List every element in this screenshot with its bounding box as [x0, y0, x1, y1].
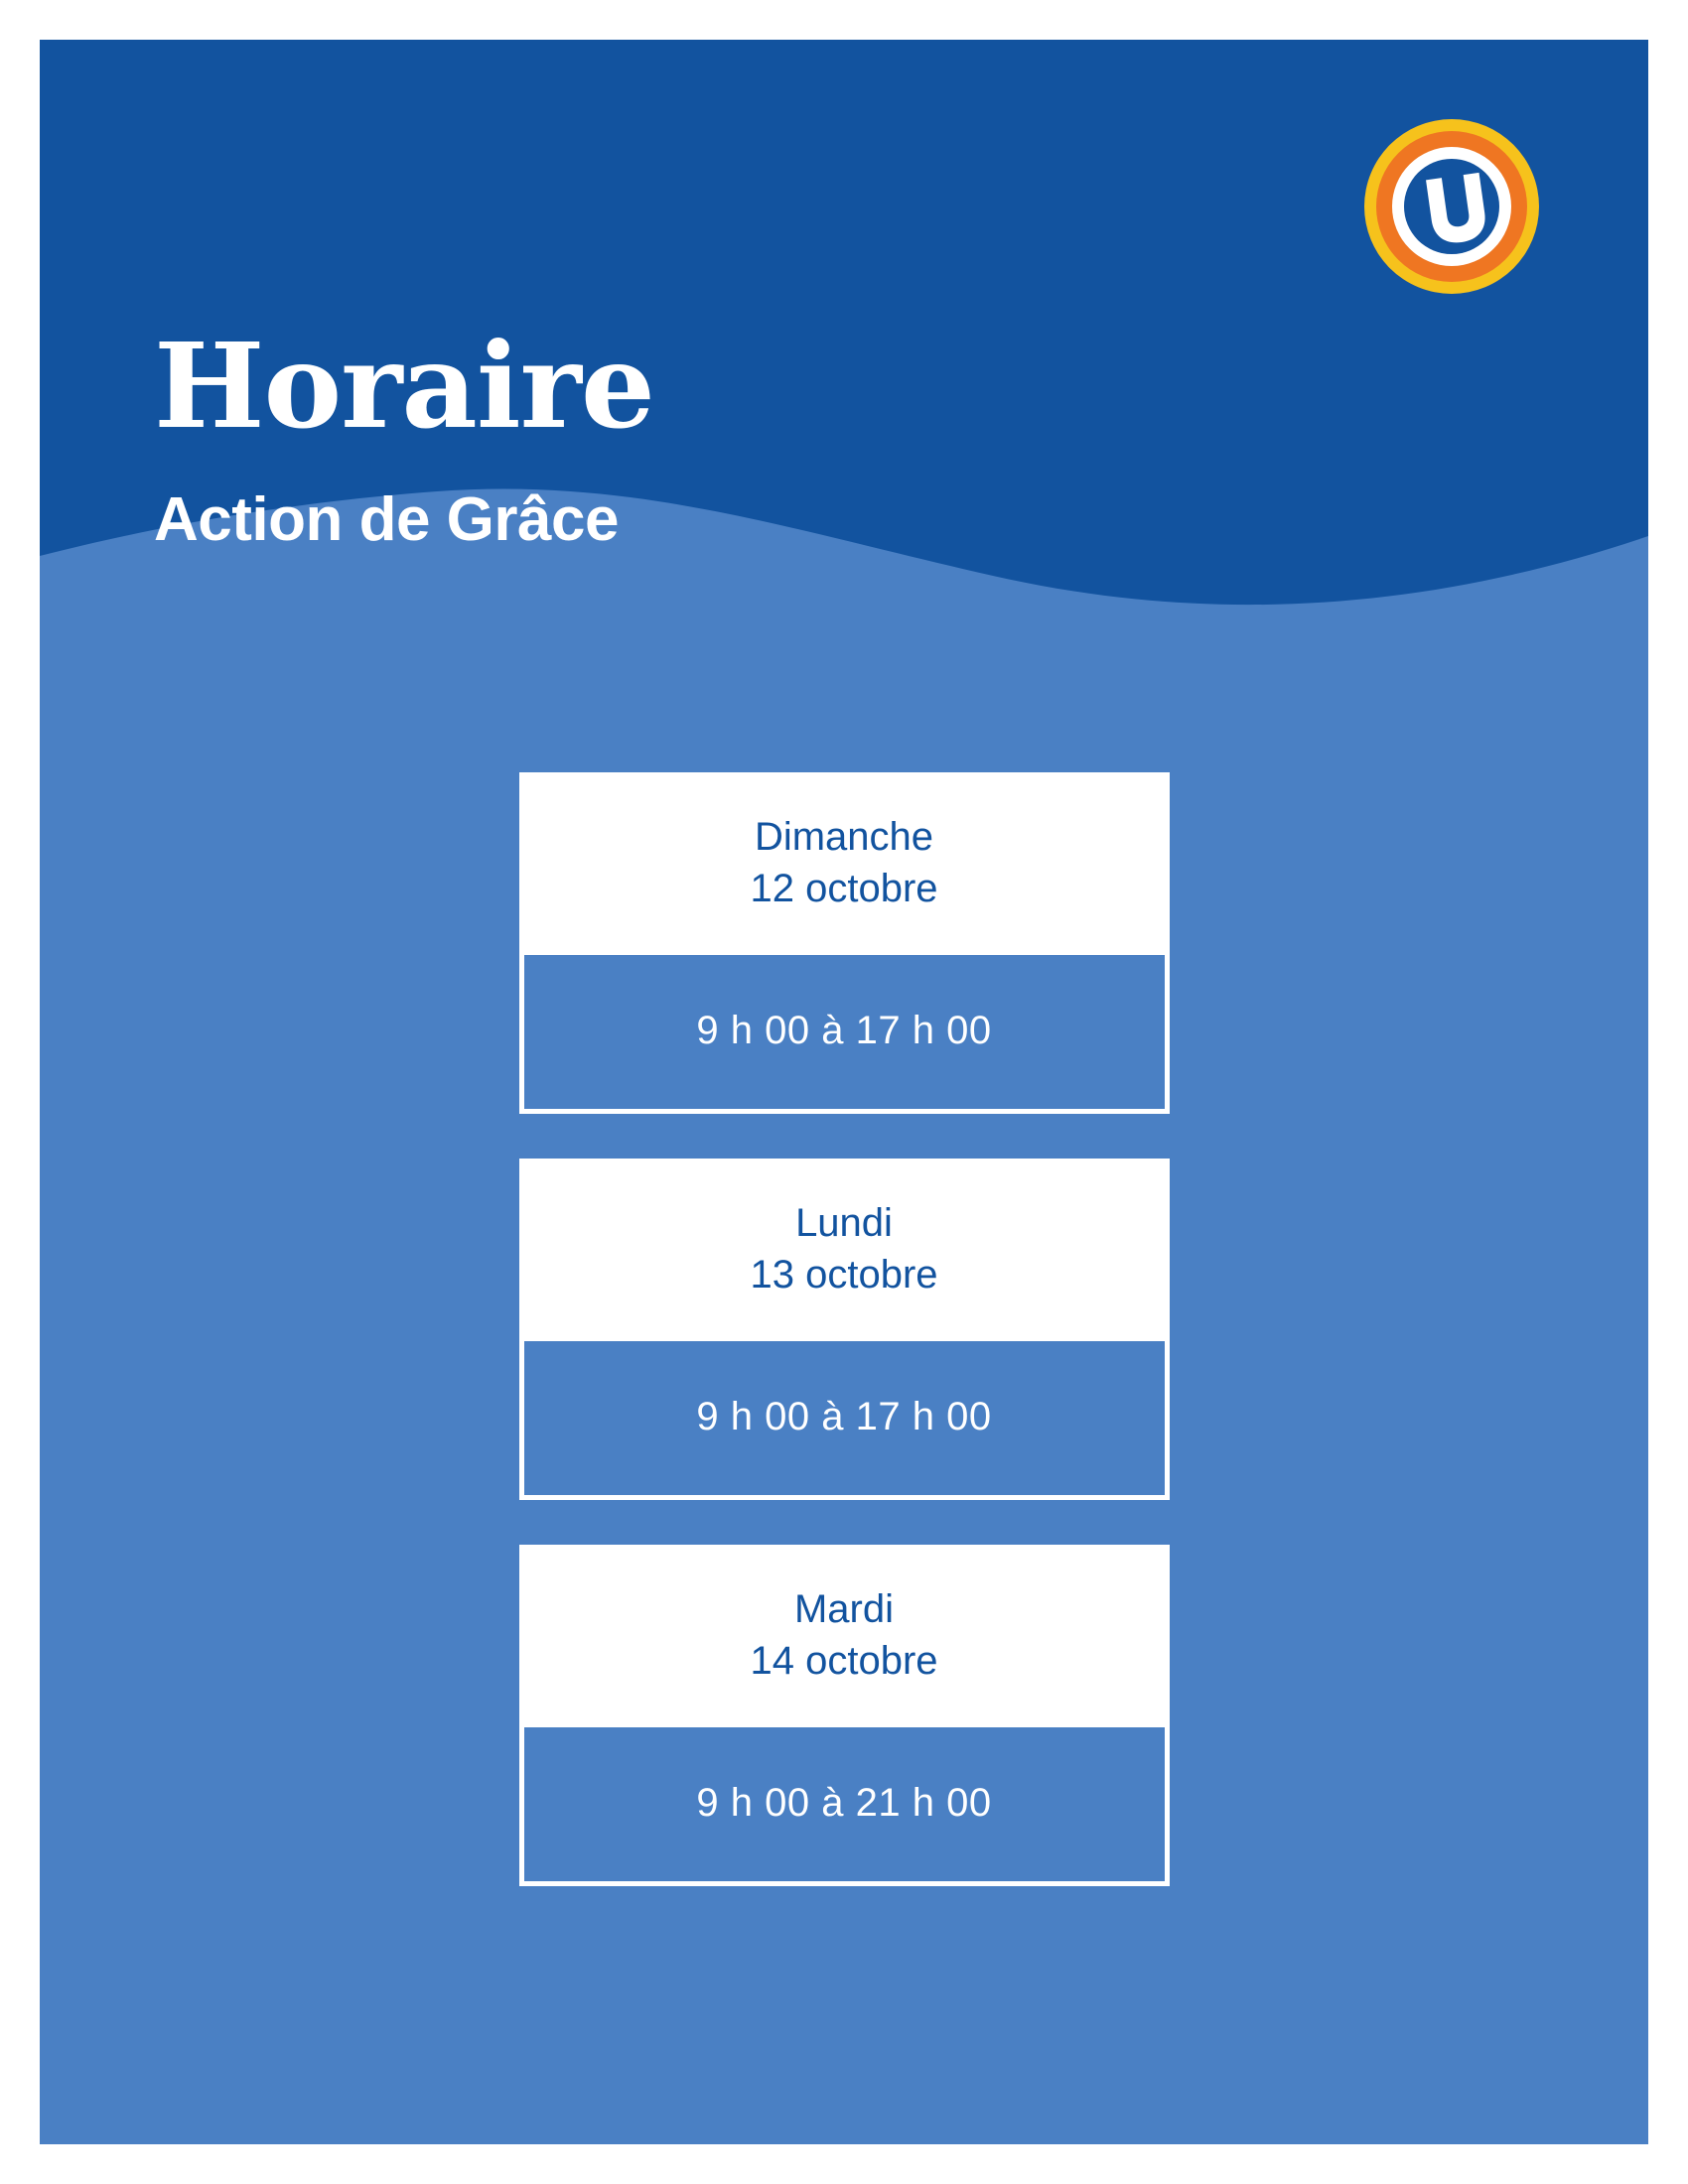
logo-u-icon — [1362, 117, 1541, 296]
day-name: Lundi — [795, 1201, 893, 1245]
schedule-card-day — [524, 1163, 1165, 1336]
schedule-card-day — [524, 777, 1165, 950]
poster — [40, 40, 1648, 2144]
schedule-card-hours: 9 h 00 à 17 h 00 — [524, 950, 1165, 1109]
day-date: 13 octobre — [750, 1253, 938, 1297]
title-block — [154, 317, 1147, 555]
page-title: Horaire — [154, 317, 654, 455]
page-subtitle: Action de Grâce — [154, 485, 619, 554]
schedule-list — [40, 772, 1648, 1931]
schedule-card-hours: 9 h 00 à 21 h 00 — [524, 1722, 1165, 1881]
schedule-card — [519, 1545, 1170, 1886]
day-name: Mardi — [793, 1587, 895, 1631]
day-name: Dimanche — [754, 815, 934, 859]
schedule-card — [519, 772, 1170, 1114]
day-date: 12 octobre — [750, 867, 938, 910]
schedule-card-day — [524, 1550, 1165, 1722]
schedule-card-hours: 9 h 00 à 17 h 00 — [524, 1336, 1165, 1495]
day-date: 14 octobre — [750, 1639, 938, 1683]
schedule-card — [519, 1159, 1170, 1500]
